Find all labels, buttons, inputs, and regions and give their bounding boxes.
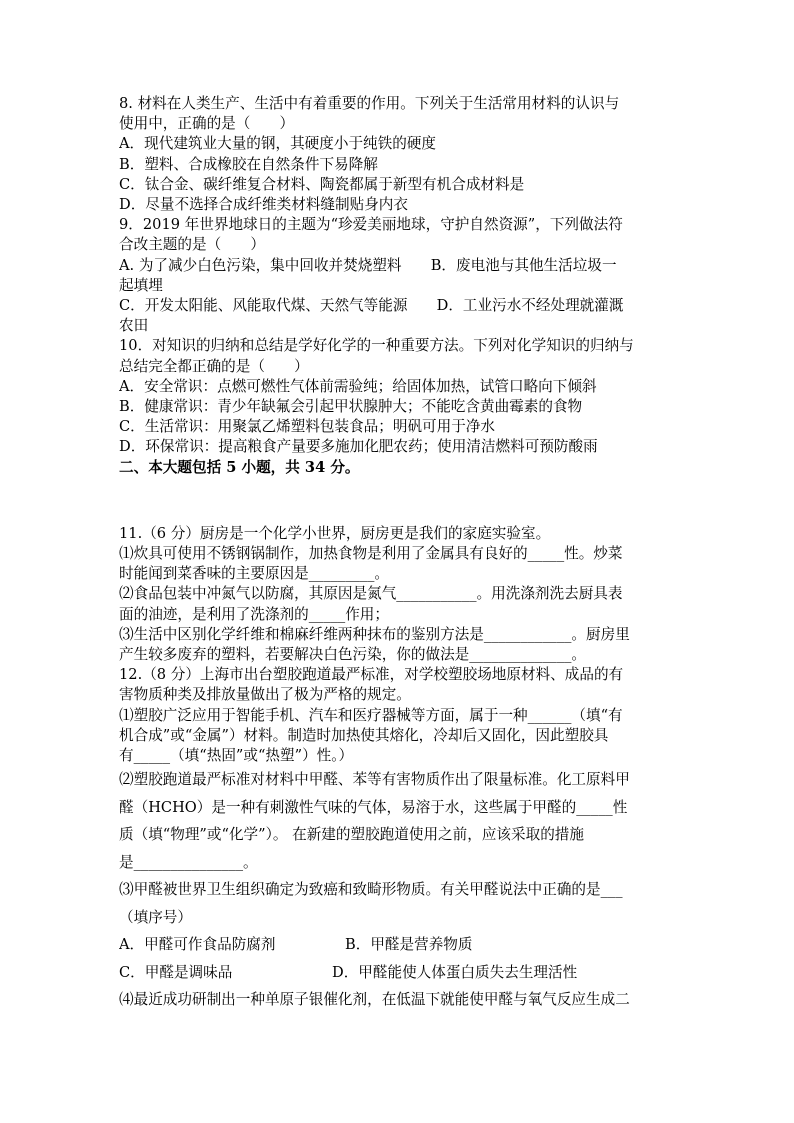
q9-stem-line2: 合改主题的是（ ） <box>119 236 265 254</box>
q11-part2-line1: ⑵食品包装中冲氮气以防腐，其原因是氮气___________。用洗涤剂洗去厨具表 <box>119 585 623 603</box>
q12-options-cd <box>119 959 675 987</box>
q8-option-d: D．尽量不选择合成纤维类材料缝制贴身内衣 <box>119 196 408 214</box>
page-content <box>119 94 675 1014</box>
spacer <box>119 478 675 524</box>
q12-option-b: B．甲醛是营养物质 <box>345 936 473 954</box>
section-2-heading: 二、本大题包括 5 小题，共 34 分。 <box>119 458 360 476</box>
q12-option-d: D．甲醛能使人体蛋白质失去生理活性 <box>332 963 578 981</box>
q12-part1-line2: 机合成”或“金属”）材料。制造时加热使其熔化，冷却后又固化，因此塑胶具 <box>119 726 609 744</box>
q10-option-c: C．生活常识：用聚氯乙烯塑料包装食品；明矾可用于净水 <box>119 418 496 436</box>
q10-stem-line2: 总结完全都正确的是（ ） <box>119 357 309 375</box>
q11-part3-line2: 产生较多废弃的塑料，若要解决白色污染，你的做法是______________。 <box>119 646 587 664</box>
q12-part3-line2: （填序号） <box>119 908 192 926</box>
q11-part1-line1: ⑴炊具可使用不锈钢锅制作，加热食物是利用了金属具有良好的_____性。炒菜 <box>119 545 623 563</box>
q9-options-ab-line2: 起填埋 <box>119 276 163 294</box>
q12-option-a: A．甲醛可作食品防腐剂 <box>119 936 276 954</box>
q12-part2-line4: 是_______________。 <box>119 853 258 871</box>
q12-part4-line1: ⑷最近成功研制出一种单原子银催化剂，在低温下就能使甲醛与氧气反应生成二 <box>119 991 630 1009</box>
q12-option-c: C．甲醛是调味品 <box>119 963 233 981</box>
q12-part3-line1: ⑶甲醛被世界卫生组织确定为致癌和致畸形物质。有关甲醛说法中正确的是___ <box>119 881 623 899</box>
q12-part2-line2: 醛（HCHO）是一种有刺激性气味的气体，易溶于水，这些属于甲醛的_____性 <box>119 798 628 816</box>
q9-stem-line1: 9．2019 年世界地球日的主题为“珍爱美丽地球，守护自然资源”，下列做法符 <box>119 216 623 234</box>
q12-part1-line1: ⑴塑胶广泛应用于智能手机、汽车和医疗器械等方面，属于一种______（填“有 <box>119 706 623 724</box>
q9-options-ab-line1: A. 为了减少白色污染，集中回收并焚烧塑料 B．废电池与其他生活垃圾一 <box>119 256 617 274</box>
q12-options-ab <box>119 931 675 959</box>
q11-part2-line2: 面的油迹，是利用了洗涤剂的_____作用； <box>119 605 389 623</box>
q12-part2-line1: ⑵塑胶跑道最严标准对材料中甲醛、苯等有害物质作出了限量标准。化工原料甲 <box>119 771 630 789</box>
q10-option-d: D．环保常识：提高粮食产量要多施加化肥农药；使用清洁燃料可预防酸雨 <box>119 438 598 456</box>
q9-options-cd-line1: C．开发太阳能、风能取代煤、天然气等能源 D．工业污水不经处理就灌溉 <box>119 297 624 315</box>
q11-part1-line2: 时能闻到菜香味的主要原因是_________。 <box>119 565 389 583</box>
q12-part2-line3: 质（填“物理”或“化学”）。 在新建的塑胶跑道使用之前，应该采取的措施 <box>119 826 584 844</box>
q10-option-b: B．健康常识：青少年缺氟会引起甲状腺肿大；不能吃含黄曲霉素的食物 <box>119 398 583 416</box>
q12-part1-line3: 有_____（填“热固”或“热塑”）性。） <box>119 747 354 765</box>
q12-stem-line1: 12.（8 分）上海市出台塑胶跑道最严标准，对学校塑胶场地原材料、成品的有 <box>119 666 624 684</box>
q8-option-b: B．塑料、合成橡胶在自然条件下易降解 <box>119 155 378 173</box>
q8-option-a: A．现代建筑业大量的钢，其硬度小于纯铁的硬度 <box>119 135 437 153</box>
q10-option-a: A．安全常识：点燃可燃性气体前需验纯；给固体加热，试管口略向下倾斜 <box>119 377 597 395</box>
q8-option-c: C．钛合金、碳纤维复合材料、陶瓷都属于新型有机合成材料是 <box>119 175 525 193</box>
q11-stem: 11.（6 分）厨房是一个化学小世界，厨房更是我们的家庭实验室。 <box>119 524 551 542</box>
q12-stem-line2: 害物质种类及排放量做出了极为严格的规定。 <box>119 686 411 704</box>
q9-options-cd-line2: 农田 <box>119 317 149 335</box>
q10-stem-line1: 10．对知识的归纳和总结是学好化学的一种重要方法。下列对化学知识的归纳与 <box>119 337 634 355</box>
q11-part3-line1: ⑶生活中区别化学纤维和棉麻纤维两种抹布的鉴别方法是____________。厨房里 <box>119 625 630 643</box>
q8-stem-line2: 使用中，正确的是（ ） <box>119 115 295 133</box>
q8-stem-line1: 8. 材料在人类生产、生活中有着重要的作用。下列关于生活常用材料的认识与 <box>119 95 620 112</box>
q12-tall-block <box>119 766 675 1014</box>
